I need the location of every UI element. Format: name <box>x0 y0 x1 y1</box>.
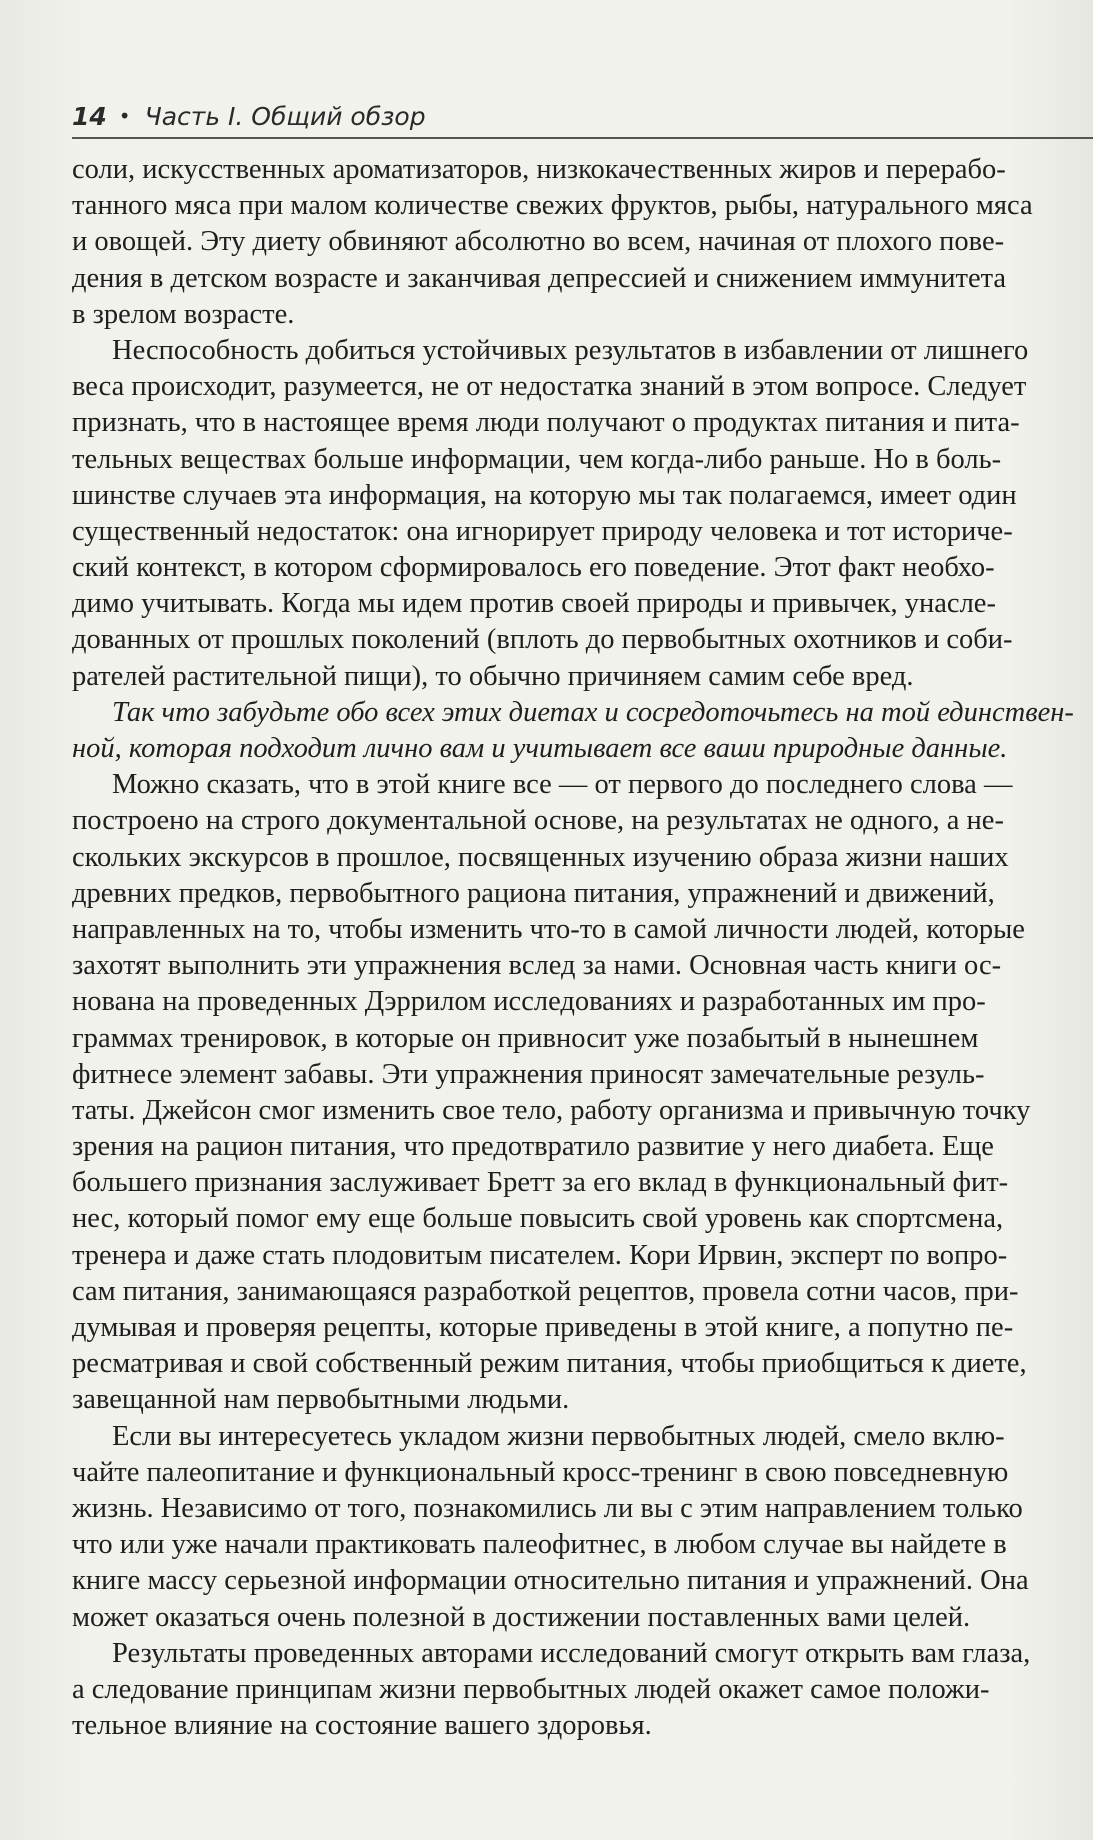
text-line: и овощей. Эту диету обвиняют абсолютно во всем, начиная от плохого пове- <box>72 226 1005 258</box>
text-line: нована на проведенных Дэррилом исследованиях и разработанных им про- <box>72 986 986 1018</box>
text-line: направленных на то, чтобы изменить что-то в самой личности людей, которые <box>72 913 1025 945</box>
section-title: Часть I. Общий обзор <box>144 101 426 131</box>
text-line: думывая и проверяя рецепты, которые приведены в этой книге, а попутно пе- <box>72 1312 1014 1343</box>
text-line: димо учитывать. Когда мы идем против своей природы и привычек, унасле- <box>72 588 996 620</box>
text-line: соли, искусственных ароматизаторов, низкокачественных жиров и перерабо- <box>72 154 1006 185</box>
text-line: жизнь. Независимо от того, познакомились ли вы с этим направлением только <box>72 1492 1023 1524</box>
text-line: сам питания, занимающаяся разработкой рецептов, провела сотни часов, при- <box>72 1275 1019 1307</box>
text-line: Можно сказать, что в этой книге все — от первого до последнего слова — <box>112 769 1013 801</box>
text-line: ресматривая и свой собственный режим питания, чтобы приобщиться к диете, <box>72 1348 1027 1380</box>
text-line: Результаты проведенных авторами исследований смогут открыть вам глаза, <box>112 1637 1031 1669</box>
text-line: а следование принципам жизни первобытных людей окажет самое положи- <box>72 1673 990 1705</box>
text-line: чайте палеопитание и функциональный кросс-тренинг в свою повседневную <box>72 1456 1009 1488</box>
text-line: дованных от прошлых поколений (вплоть до первобытных охотников и соби- <box>72 624 1013 656</box>
text-line: таты. Джейсон смог изменить свое тело, работу организма и привычную точку <box>72 1094 1031 1126</box>
text-line: признать, что в настоящее время люди получают о продуктах питания и пита- <box>72 407 1020 439</box>
text-line: Неспособность добиться устойчивых результатов в избавлении от лишнего <box>112 334 1029 366</box>
text-line: завещанной нам первобытными людьми. <box>72 1384 570 1416</box>
text-line: тренера и даже стать плодовитым писателем. Кори Ирвин, эксперт по вопро- <box>72 1239 1008 1271</box>
text-line: ной, которая подходит лично вам и учитывает все ваши природные данные. <box>72 733 1008 764</box>
running-header <box>72 98 1093 134</box>
page-number: 14 <box>72 101 107 131</box>
header-separator: • <box>118 104 131 128</box>
text-line: Если вы интересуетесь укладом жизни первобытных людей, смело вклю- <box>112 1420 1005 1452</box>
text-line: танного мяса при малом количестве свежих фруктов, рыбы, натурального мяса <box>72 190 1033 222</box>
text-line: скольких экскурсов в прошлое, посвященных изучению образа жизни наших <box>72 841 1009 873</box>
text-line: может оказаться очень полезной в достижении поставленных вами целей. <box>72 1601 971 1633</box>
header-rule <box>72 137 1093 139</box>
text-line: фитнесе элемент забавы. Эти упражнения приносят замечательные резуль- <box>72 1058 985 1090</box>
text-line: тельное влияние на состояние вашего здоровья. <box>72 1710 652 1742</box>
text-line: существенный недостаток: она игнорирует природу человека и тот историче- <box>72 515 1013 547</box>
text-line: Так что забудьте обо всех этих диетах и сосредоточьтесь на той единствен- <box>112 696 1074 728</box>
text-line: ский контекст, в котором сформировалось его поведение. Этот факт необхо- <box>72 552 995 584</box>
text-line: тельных веществах больше информации, чем когда-либо раньше. Но в боль- <box>72 443 1002 475</box>
text-line: рателей растительной пищи), то обычно причиняем самим себе вред. <box>72 660 914 692</box>
text-line: нес, который помог ему еще больше повысить свой уровень как спортсмена, <box>72 1203 1004 1235</box>
body-text <box>72 152 1093 1742</box>
text-line: древних предков, первобытного рациона питания, упражнений и движений, <box>72 877 995 909</box>
text-line: зрения на рацион питания, что предотвратило развитие у него диабета. Еще <box>72 1131 994 1163</box>
text-line: книге массу серьезной информации относительно питания и упражнений. Она <box>72 1565 1029 1597</box>
text-line: в зрелом возрасте. <box>72 298 295 330</box>
text-line: захотят выполнить эти упражнения вслед за нами. Основная часть книги ос- <box>72 950 1002 982</box>
text-line: шинстве случаев эта информация, на которую мы так полагаемся, имеет один <box>72 479 1017 511</box>
text-line: веса происходит, разумеется, не от недостатка знаний в этом вопросе. Следует <box>72 371 1027 403</box>
text-line: большего признания заслуживает Бретт за его вклад в функциональный фит- <box>72 1167 1009 1199</box>
text-line: что или уже начали практиковать палеофитнес, в любом случае вы найдете в <box>72 1529 1007 1561</box>
text-line: граммах тренировок, в которые он привносит уже позабытый в нынешнем <box>72 1022 979 1054</box>
text-line: дения в детском возрасте и заканчивая депрессией и снижением иммунитета <box>72 262 1007 294</box>
text-line: построено на строго документальной основе, на результатах не одного, а не- <box>72 805 1004 837</box>
